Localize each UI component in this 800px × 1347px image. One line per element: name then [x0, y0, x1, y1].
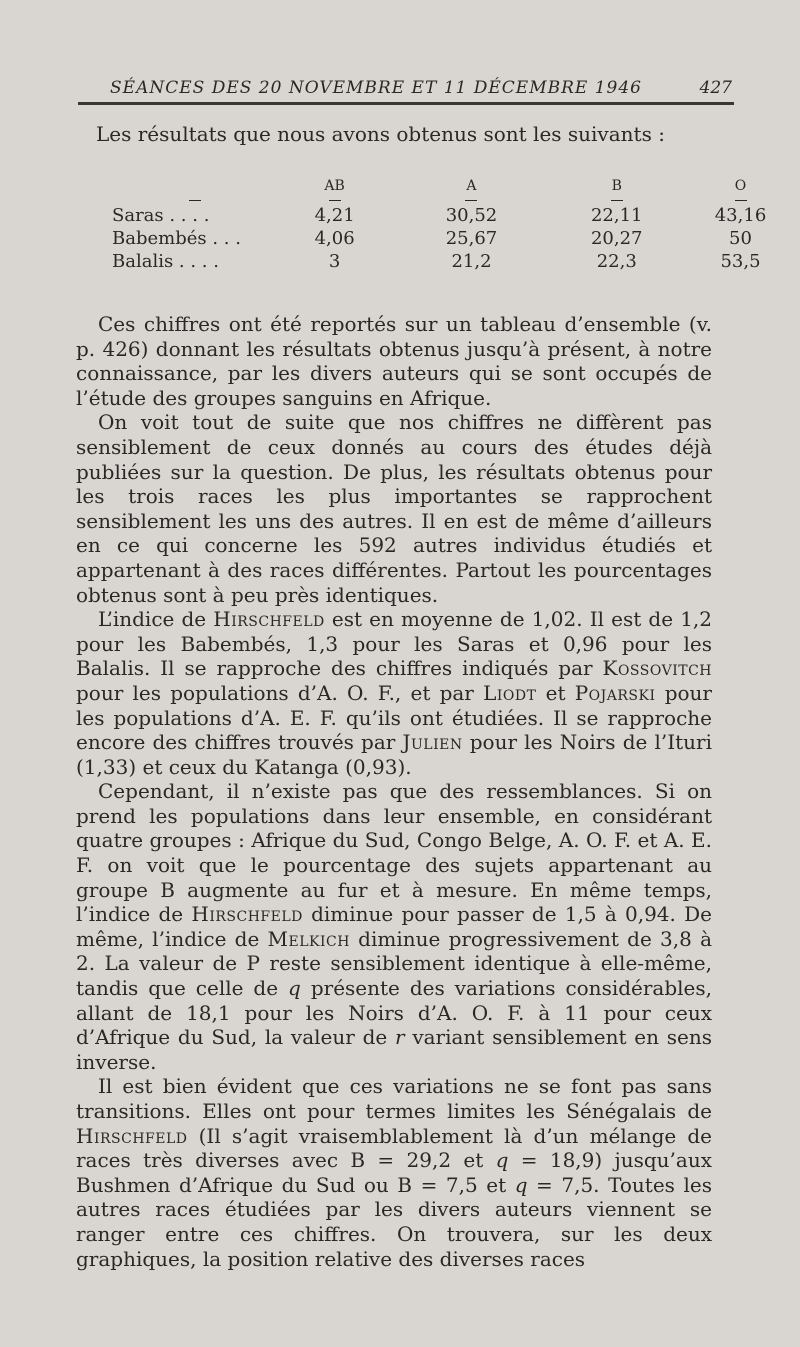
- author-name: Hirschfeld: [213, 607, 325, 632]
- table-header-a: A: [390, 172, 552, 204]
- author-name: Hirschfeld: [191, 902, 303, 927]
- body-text: [76, 312, 712, 1271]
- paragraph-4: Cependant, il n’existe pas que des ressemblances. Si on prend les populations dans leur ensemble, en considérant quatre groupes : Afrique du Sud, Congo Belge, A. O. F. et A. E. F. on voit que le pourcentage des sujets appartenant au groupe B augmente au fur et à mesure. En même temps, l’indice de Hirschfeld diminue pour passer de 1,5 à 0,94. De même, l’indice de Melkich diminue progressivement de 3,8 à 2. La valeur de P reste sensiblement identique à elle-même, tandis que celle de q présente des variations considérables, allant de 18,1 pour les Noirs d’A. O. F. à 11 pour ceux d’Afrique du Sud, la valeur de r variant sensiblement en sens inverse.: [76, 779, 713, 1074]
- header-title: SÉANCES DES 20 NOVEMBRE ET 11 DÉCEMBRE 1946: [110, 78, 642, 98]
- author-name: Hirschfeld: [76, 1123, 188, 1148]
- variable: q: [495, 1148, 509, 1173]
- table-header-b: B: [552, 172, 681, 204]
- table-header-o: O: [681, 172, 800, 204]
- page-number: 427: [699, 78, 732, 98]
- author-name: Kossovitch: [602, 656, 712, 681]
- cell-o: 50: [729, 228, 752, 249]
- author-name: Julien: [402, 730, 463, 755]
- cell-ab: 4,21: [314, 205, 355, 226]
- cell-a: 25,67: [445, 228, 498, 249]
- row-label: Babembés . . .: [112, 228, 241, 249]
- variable: q: [514, 1172, 528, 1197]
- variable: r: [395, 1025, 405, 1050]
- row-label: Balalis . . . .: [112, 251, 219, 272]
- author-name: Pojarski: [574, 680, 656, 705]
- table-row: [112, 250, 800, 273]
- table-header-ab: AB: [279, 172, 391, 204]
- cell-ab: 4,06: [314, 228, 355, 249]
- running-header: [78, 74, 734, 105]
- cell-b: 22,3: [596, 251, 637, 272]
- table-row: [112, 204, 800, 227]
- table-header-blank: [112, 172, 279, 204]
- results-table: [112, 172, 800, 273]
- table-row: [112, 227, 800, 250]
- cell-b: 22,11: [590, 205, 643, 226]
- cell-ab: 3: [328, 251, 341, 272]
- cell-a: 21,2: [451, 251, 492, 272]
- author-name: Melkich: [267, 926, 350, 951]
- paragraph-3: L’indice de Hirschfeld est en moyenne de 1,02. Il est de 1,2 pour les Babembés, 1,3 pour les Saras et 0,96 pour les Balalis. Il se rapproche des chiffres indiqués par Kossovitch pour les populations d’A. O. F., et par Liodt et Pojarski pour les populations d’A. E. F. qu’ils ont étudiées. Il se rapproche encore des chiffres trouvés par Julien pour les Noirs de l’Ituri (1,33) et ceux du Katanga (0,93).: [76, 607, 712, 779]
- cell-a: 30,52: [445, 205, 498, 226]
- cell-b: 20,27: [590, 228, 643, 249]
- table-header-row: [112, 172, 800, 204]
- variable: q: [288, 976, 301, 1001]
- paragraph-1: Ces chiffres ont été reportés sur un tableau d’ensemble (v. p. 426) donnant les résultats obtenus jusqu’à présent, à notre connaissance, par les divers auteurs qui se sont occupés de l’étude des groupes sanguins en Afrique.: [76, 312, 712, 410]
- cell-o: 43,16: [714, 205, 767, 226]
- cell-o: 53,5: [720, 251, 761, 272]
- paragraph-2: On voit tout de suite que nos chiffres ne diffèrent pas sensiblement de ceux donnés au cours des études déjà publiées sur la question. De plus, les résultats obtenus pour les trois races les plus importantes se rapprochent sensiblement les uns des autres. Il en est de même d’ailleurs en ce qui concerne les 592 autres individus étudiés et appartenant à des races différentes. Partout les pourcentages obtenus sont à peu près identiques.: [76, 410, 712, 607]
- intro-sentence: Les résultats que nous avons obtenus sont les suivants :: [96, 122, 665, 146]
- author-name: Liodt: [483, 680, 537, 705]
- row-label: Saras . . . .: [112, 205, 210, 226]
- paragraph-5: Il est bien évident que ces variations ne se font pas sans transitions. Elles ont pour termes limites les Sénégalais de Hirschfeld (Il s’agit vraisemblablement là d’un mélange de races très diverses avec B = 29,2 et q = 18,9) jusqu’aux Bushmen d’Afrique du Sud ou B = 7,5 et q = 7,5. Toutes les autres races étudiées par les divers auteurs viennent se ranger entre ces chiffres. On trouvera, sur les deux graphiques, la position relative des diverses races: [76, 1074, 712, 1271]
